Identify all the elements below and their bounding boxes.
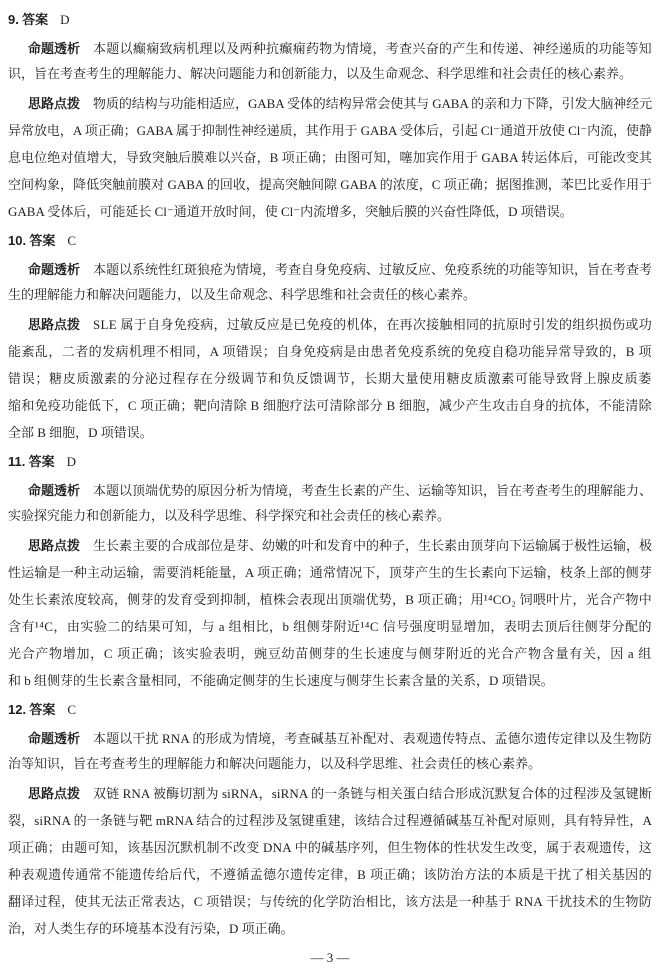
reasoning-text: 裂，siRNA 的一条链与靶 mRNA 结合的过程涉及氢键重建，该结合过程遵循碱基互补配对原则，具有特异性，A: [8, 813, 652, 828]
reasoning-text: 含有¹⁴C，由实验二的结果可知，与 a 组相比，b 组侧芽附近¹⁴C 信号强度明显增加，表明去顶后往侧芽分配的: [8, 619, 652, 634]
reasoning-line: [8, 338, 652, 365]
reasoning-label: 思路点拨: [28, 96, 81, 111]
question-number: 10.: [8, 233, 27, 248]
reasoning-line: [8, 888, 652, 915]
question-11: [8, 450, 652, 694]
reasoning-text: 物质的结构与功能相适应，GABA 受体的结构异常会使其与 GABA 的亲和力下降，引发大脑神经元: [93, 96, 652, 111]
reasoning-line: [8, 117, 652, 144]
reasoning-line: [8, 667, 652, 694]
answer-value: D: [66, 454, 77, 469]
answer-header: [8, 8, 652, 32]
analysis-line: [8, 751, 652, 776]
reasoning-text: 翻译过程，使其无法正常表达，C 项错误；与传统的化学防治相比，该方法是一种基于 RNA 干扰技术的生物防: [8, 894, 652, 909]
reasoning-label: 思路点拨: [28, 317, 81, 332]
question-9: [8, 8, 652, 225]
reasoning-line: [8, 807, 652, 834]
reasoning-line: [8, 532, 652, 559]
analysis-text: 治等知识，旨在考查考生的理解能力和解决问题能力，以及科学思维、社会责任的核心素养。: [8, 756, 542, 771]
question-12: [8, 698, 652, 942]
analysis-paragraph: [8, 726, 652, 776]
analysis-line: [8, 282, 652, 307]
answer-label: 答案: [29, 233, 56, 248]
reasoning-text: SLE 属于自身免疫病，过敏反应是已免疫的机体，在再次接触相同的抗原时引发的组织损伤或功: [93, 317, 652, 332]
reasoning-paragraph: [8, 780, 652, 942]
question-10: [8, 229, 652, 446]
question-number: 9.: [8, 12, 19, 27]
question-number: 11.: [8, 454, 26, 469]
reasoning-line: [8, 365, 652, 392]
reasoning-line: [8, 144, 652, 171]
analysis-text: 识，旨在考查考生的理解能力、解决问题能力和创新能力，以及生命观念、科学思维和社会责任的核心素养。: [8, 66, 633, 81]
answer-header: [8, 229, 652, 253]
reasoning-text: 生长素主要的合成部位是芽、幼嫩的叶和发育中的种子，生长素由顶芽向下运输属于极性运输，极: [93, 538, 652, 553]
reasoning-line: [8, 559, 652, 586]
reasoning-label: 思路点拨: [28, 538, 81, 553]
reasoning-text: 光合产物增加，C 项正确；该实验表明，豌豆幼苗侧芽的生长速度与侧芽附近的光合产物含量有关，因 a 组: [8, 646, 652, 661]
reasoning-line: [8, 613, 652, 640]
answer-label: 答案: [29, 702, 56, 717]
analysis-text: 本题以干扰 RNA 的形成为情境，考查碱基互补配对、表观遗传特点、孟德尔遗传定律以及生物防: [93, 731, 652, 746]
reasoning-text: 和 b 组侧芽的生长素含量相同，不能确定侧芽的生长速度与侧芽生长素含量的关系，D 项错误。: [8, 673, 554, 688]
reasoning-text: 能紊乱，二者的发病机理不相同，A 项错误；自身免疫病是由患者免疫系统的免疫自稳功能异常导致的，B 项: [8, 344, 652, 359]
reasoning-line: [8, 586, 652, 613]
reasoning-text: 空间构象，降低突触前膜对 GABA 的回收，提高突触间隙 GABA 的浓度，C 项正确；据图推测，苯巴比妥作用于: [8, 177, 652, 192]
page-number: — 3 —: [310, 950, 350, 965]
answer-value: C: [67, 233, 77, 248]
analysis-text: 生的理解能力和解决问题能力，以及生命观念、科学思维和社会责任的核心素养。: [8, 287, 477, 302]
analysis-line: [8, 257, 652, 282]
question-number: 12.: [8, 702, 27, 717]
reasoning-text: 双链 RNA 被酶切割为 siRNA，siRNA 的一条链与相关蛋白结合形成沉默复合体的过程涉及氢键断: [93, 786, 652, 801]
reasoning-text: GABA 受体后，可能延长 Cl⁻通道开放时间，使 Cl⁻内流增多，突触后膜的兴奋性降低，D 项错误。: [8, 204, 573, 219]
reasoning-text: 异常放电，A 项正确；GABA 属于抑制性神经递质，其作用于 GABA 受体后，引起 Cl⁻通道开放使 Cl⁻内流，使静: [8, 123, 652, 138]
reasoning-text: 处生长素浓度较高，侧芽的发育受到抑制，植株会表现出顶端优势，B 项正确；用¹⁴CO₂ 饲喂叶片，光合产物中: [8, 592, 652, 607]
reasoning-line: [8, 834, 652, 861]
analysis-paragraph: [8, 36, 652, 86]
analysis-label: 命题透析: [28, 262, 81, 277]
reasoning-text: 项正确；由题可知，该基因沉默机制不改变 DNA 中的碱基序列，但生物体的性状发生改变，属于表观遗传，这: [8, 840, 652, 855]
answer-label: 答案: [22, 12, 49, 27]
reasoning-line: [8, 915, 652, 942]
answer-label: 答案: [28, 454, 55, 469]
reasoning-line: [8, 780, 652, 807]
reasoning-text: 缩和免疫功能低下，C 项正确；靶向清除 B 细胞疗法可清除部分 B 细胞，减少产生攻击自身的抗体，不能清除: [8, 398, 652, 413]
analysis-line: [8, 478, 652, 503]
reasoning-line: [8, 640, 652, 667]
answer-header: [8, 698, 652, 722]
analysis-text: 本题以顶端优势的原因分析为情境，考查生长素的产生、运输等知识，旨在考查考生的理解能力、: [93, 483, 652, 498]
analysis-text: 本题以系统性红斑狼疮为情境，考查自身免疫病、过敏反应、免疫系统的功能等知识，旨在考查考: [93, 262, 652, 277]
analysis-line: [8, 503, 652, 528]
reasoning-paragraph: [8, 90, 652, 225]
reasoning-paragraph: [8, 311, 652, 446]
reasoning-paragraph: [8, 532, 652, 694]
analysis-paragraph: [8, 257, 652, 307]
reasoning-line: [8, 90, 652, 117]
reasoning-text: 错误；糖皮质激素的分泌过程存在分级调节和负反馈调节，长期大量使用糖皮质激素可能导致肾上腺皮质萎: [8, 371, 652, 386]
reasoning-label: 思路点拨: [28, 786, 81, 801]
analysis-line: [8, 726, 652, 751]
analysis-line: [8, 61, 652, 86]
analysis-text: 实验探究能力和创新能力，以及科学思维、科学探究和社会责任的核心素养。: [8, 508, 451, 523]
analysis-label: 命题透析: [28, 483, 81, 498]
reasoning-text: 息电位绝对值增大，导致突触后膜难以兴奋，B 项正确；由图可知，噻加宾作用于 GABA 转运体后，可能改变其: [8, 150, 652, 165]
reasoning-line: [8, 419, 652, 446]
reasoning-text: 治，对人类生存的环境基本没有污染，D 项正确。: [8, 921, 294, 936]
answer-value: C: [67, 702, 77, 717]
analysis-line: [8, 36, 652, 61]
answer-value: D: [60, 12, 70, 27]
analysis-label: 命题透析: [28, 731, 81, 746]
reasoning-line: [8, 198, 652, 225]
reasoning-line: [8, 171, 652, 198]
reasoning-text: 种表观遗传通常不能遗传给后代，不遵循孟德尔遗传定律，B 项正确；该防治方法的本质是干扰了相关基因的: [8, 867, 652, 882]
analysis-text: 本题以癫痫致病机理以及两种抗癫痫药物为情境，考查兴奋的产生和传递、神经递质的功能等知: [93, 41, 652, 56]
reasoning-text: 全部 B 细胞，D 项错误。: [8, 425, 153, 440]
analysis-paragraph: [8, 478, 652, 528]
reasoning-line: [8, 861, 652, 888]
answer-header: [8, 450, 652, 474]
analysis-label: 命题透析: [28, 41, 81, 56]
reasoning-text: 性运输是一种主动运输，需要消耗能量，A 项正确；通常情况下，顶芽产生的生长素向下运输，枝条上部的侧芽: [8, 565, 652, 580]
reasoning-line: [8, 392, 652, 419]
reasoning-line: [8, 311, 652, 338]
